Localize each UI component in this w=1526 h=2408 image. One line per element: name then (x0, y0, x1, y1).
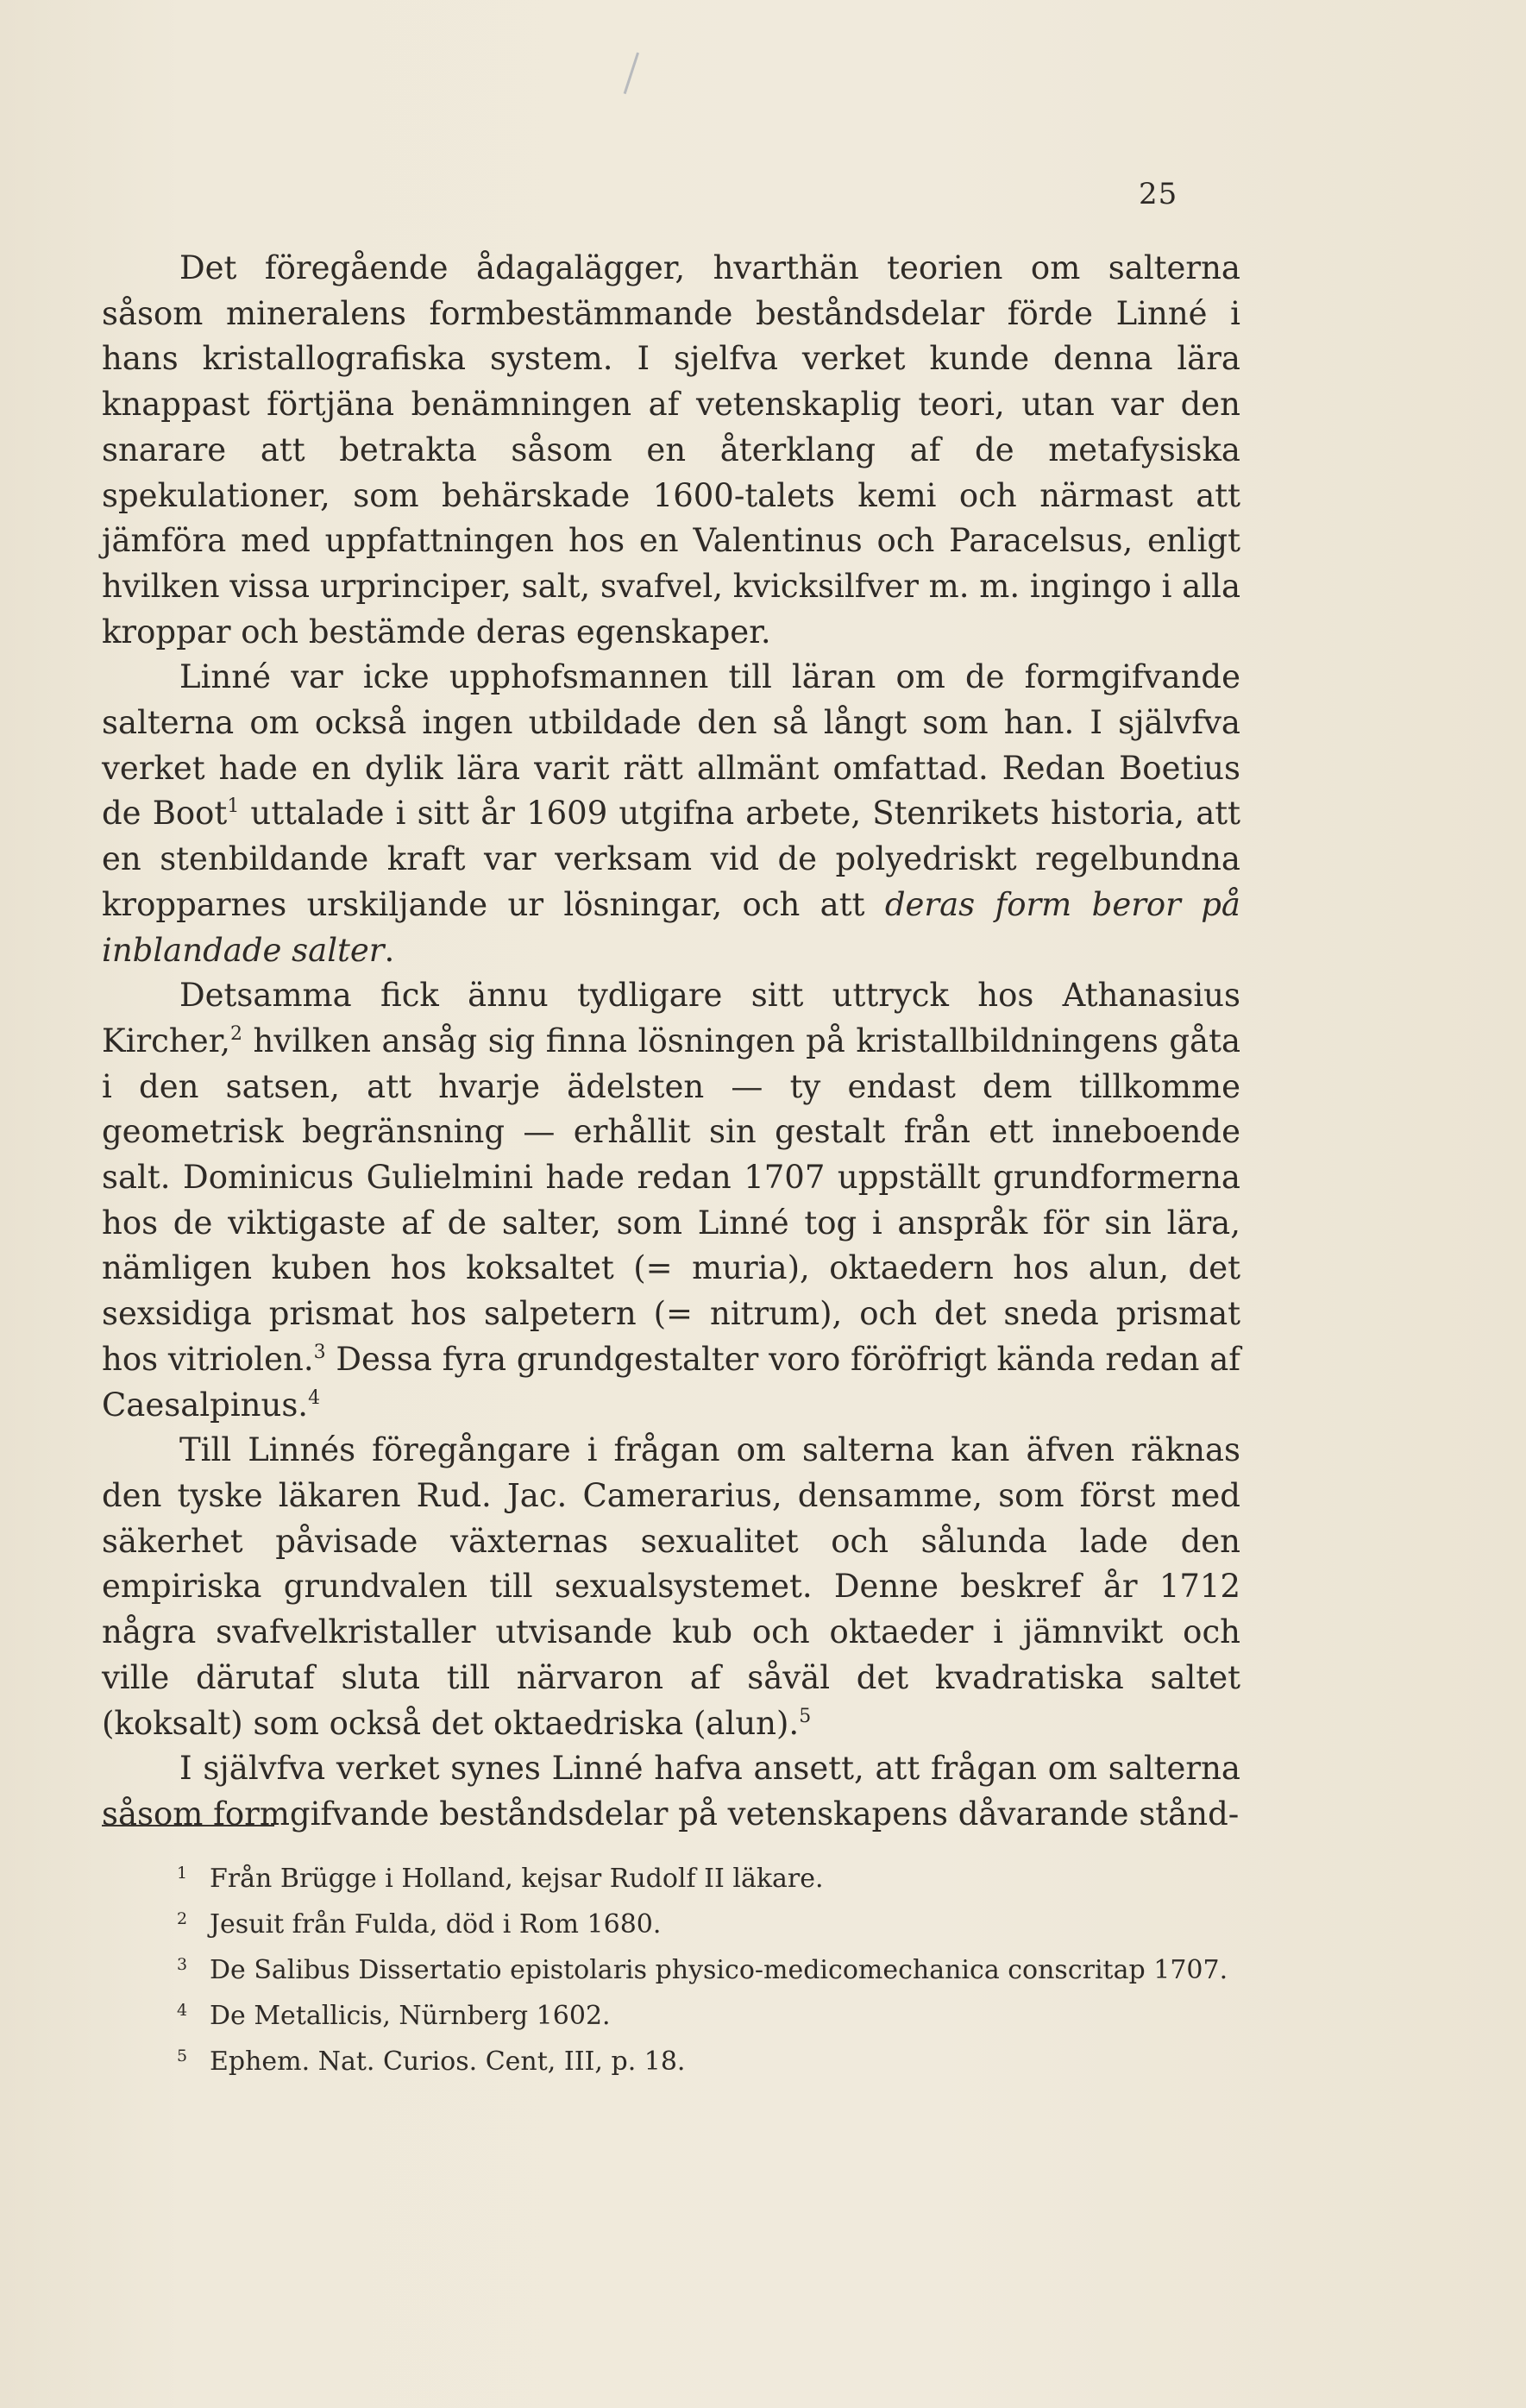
footnote-3: 3 De Salibus Dissertatio epistolaris physico-medicomechanica conscritap 1707. (177, 1955, 1228, 1985)
footnote-5: 5 Ephem. Nat. Curios. Cent, III, p. 18. (177, 2046, 686, 2077)
footnote-ref-4: 4 (308, 1386, 321, 1409)
footnote-ref-1: 1 (227, 795, 240, 818)
paragraph-1: Det föregående ådagalägger, hvarthän teorien om salterna såsom mineralens formbestämmande beståndsdelar förde Linné i hans kristallografiska system. I sjelfva verket kunde denna lära knappast förtjäna benämningen af vetenskaplig teori, utan var den snarare att betrakta såsom en återklang af de metafysiska spekulationer, som behärskade 1600-talets kemi och närmast att jämföra med uppfattningen hos en Valentinus och Paracelsus, enligt hvilken vissa urprinciper, salt, svafvel, kvicksilfver m. m. ingingo i alla kroppar och bestämde deras egenskaper. (102, 249, 1240, 651)
footnote-ref-2: 2 (230, 1022, 242, 1045)
body-text (102, 246, 1240, 1838)
paragraph-5: I självfva verket synes Linné hafva ansett, att frågan om salterna såsom formgifvande beståndsdelar på vetenskapens dåvarande stånd- (102, 1750, 1240, 1833)
paragraph-2: Linné var icke upphofsmannen till läran om de formgifvande salterna om också ingen utbildade den så långt som han. I självfva verket hade en dylik lära varit rätt allmänt omfattad. Redan Boetius de Boot$^1$ uttalade i sitt år 1609 utgifna arbete, Stenrikets historia, att en stenbildande kraft var verksam vid de polyedriskt regelbundna kropparnes urskiljande ur lösningar, och att deras form beror på inblandade salter. (102, 658, 1240, 969)
footnote-divider (102, 1825, 274, 1826)
footnote-ref-3: 3 (313, 1341, 326, 1363)
italic-quote: deras form beror på inblandade salter (102, 885, 1240, 969)
footnote-4: 4 De Metallicis, Nürnberg 1602. (177, 2001, 611, 2031)
page-number: 25 (1139, 177, 1178, 211)
paragraph-4: Till Linnés föregångare i frågan om salterna kan äfven räknas den tyske läkaren Rud. Jac. Camerarius, densamme, som först med säkerhet påvisade växternas sexualitet och sålunda lade den empiriska grundvalen till sexualsystemet. Denne beskref år 1712 några svafvelkristaller utvisande kub och oktaeder i jämnvikt och ville därutaf sluta till närvaron af såväl det kvadratiska saltet (koksalt) som också det oktaedriska (alun).$^5$ (102, 1431, 1240, 1742)
footnote-1: 1 Från Brügge i Holland, kejsar Rudolf II läkare. (177, 1864, 824, 1894)
footnote-ref-5: 5 (799, 1705, 812, 1727)
footnotes (177, 1853, 1247, 2082)
paragraph-3: Detsamma fick ännu tydligare sitt uttryck hos Athanasius Kircher,$^2$ hvilken ansåg sig finna lösningen på kristallbildningens gåta i den satsen, att hvarje ädelsten — ty endast dem tillkomme geometrisk begränsning — erhållit sin gestalt från ett inneboende salt. Dominicus Gulielmini hade redan 1707 uppställt grundformerna hos de viktigaste af de salter, som Linné tog i anspråk för sin lära, nämligen kuben hos koksaltet (= muria), oktaedern hos alun, det sexsidiga prismat hos salpetern (= nitrum), och det sneda prismat hos vitriolen.$^3$ Dessa fyra grundgestalter voro föröfrigt kända redan af Caesalpinus.$^4$ (102, 977, 1240, 1424)
ink-mark (624, 53, 651, 98)
footnote-2: 2 Jesuit från Fulda, död i Rom 1680. (177, 1909, 662, 1940)
